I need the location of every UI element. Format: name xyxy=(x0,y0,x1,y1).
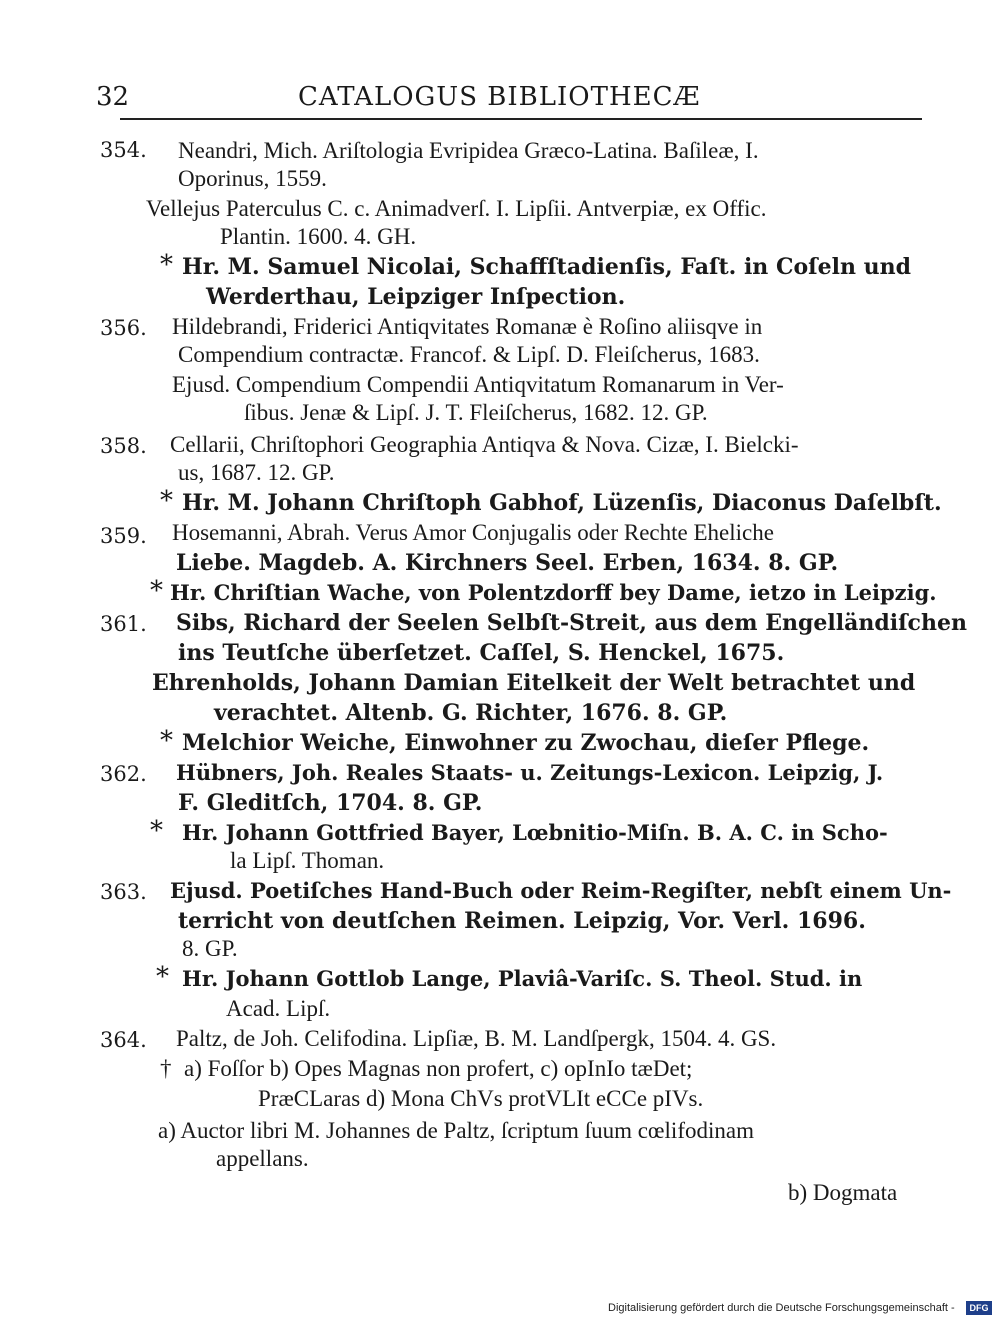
page-number: 32 xyxy=(96,82,130,112)
entry-line: Neandri, Mich. Ariſtologia Evripidea Græco-Latina. Baſileæ, I. xyxy=(178,138,759,163)
entry-line: ſibus. Jenæ & Lipſ. J. T. Fleiſcherus, 1682. 12. GP. xyxy=(244,400,708,425)
entry-line: Sibs, Richard der Seelen Selbſt-Streit, aus dem Engelländiſchen xyxy=(176,610,967,636)
entry-line: Hosemanni, Abrah. Verus Amor Conjugalis oder Rechte Eheliche xyxy=(172,520,774,545)
asterisk: * xyxy=(160,486,173,516)
entry-line: us, 1687. 12. GP. xyxy=(178,460,335,485)
entry-line: a) Auctor libri M. Johannes de Paltz, ſcriptum ſuum cœlifodinam xyxy=(158,1118,754,1143)
entry-line: Hr. Johann Gottfried Bayer, Lœbnitio-Miſn. B. A. C. in Scho- xyxy=(182,820,888,845)
asterisk: * xyxy=(160,726,173,756)
entry-line: Compendium contractæ. Francof. & Lipſ. D. Fleiſcherus, 1683. xyxy=(178,342,760,367)
entry-number: 354. xyxy=(100,138,147,162)
entry-line: Hübners, Joh. Reales Staats- u. Zeitungs-Lexicon. Leipzig, J. xyxy=(176,760,884,785)
entry-line: Hildebrandi, Friderici Antiqvitates Romanæ è Roſino aliisqve in xyxy=(172,314,763,339)
entry-line: Ejusd. Compendium Compendii Antiqvitatum Romanarum in Ver- xyxy=(172,372,784,397)
entry-line: Liebe. Magdeb. A. Kirchners Seel. Erben, 1634. 8. GP. xyxy=(176,550,839,576)
asterisk: * xyxy=(156,962,169,992)
entry-line: PræCLaras d) Mona ChVs protVLIt eCCe pIVs. xyxy=(258,1086,704,1111)
entry-line: Ehrenholds, Johann Damian Eitelkeit der Welt betrachtet und xyxy=(152,670,916,696)
header-rule xyxy=(120,118,922,120)
catchword: b) Dogmata xyxy=(788,1180,898,1205)
entry-line: Hr. M. Samuel Nicolai, Schaffſtadienſis, Faſt. in Coſeln und xyxy=(182,254,911,280)
entry-line: Ejusd. Poetiſches Hand-Buch oder Reim-Regiſter, nebſt einem Un- xyxy=(170,878,952,903)
entry-line: Melchior Weiche, Einwohner zu Zwochau, dieſer Pflege. xyxy=(182,730,870,756)
entry-number: 359. xyxy=(100,524,147,548)
dfg-logo: DFG xyxy=(966,1301,992,1315)
entry-line: Werderthau, Leipziger Inſpection. xyxy=(206,284,626,310)
running-head: CATALOGUS BIBLIOTHECÆ xyxy=(298,82,701,112)
entry-line: 8. GP. xyxy=(182,936,238,961)
entry-line: terricht von deutſchen Reimen. Leipzig, Vor. Verl. 1696. xyxy=(178,908,866,934)
entry-line: F. Gleditſch, 1704. 8. GP. xyxy=(178,790,483,816)
entry-line: Cellarii, Chriſtophori Geographia Antiqva & Nova. Cizæ, I. Bielcki- xyxy=(170,432,799,457)
entry-line: Paltz, de Joh. Celifodina. Lipſiæ, B. M. Landſpergk, 1504. 4. GS. xyxy=(176,1026,777,1051)
entry-line: Hr. M. Johann Chriſtoph Gabhof, Lüzenſis, Diaconus Daſelbſt. xyxy=(182,490,942,516)
entry-line: Hr. Chriſtian Wache, von Polentzdorff bey Dame, ietzo in Leipzig. xyxy=(170,580,937,605)
asterisk: * xyxy=(160,250,173,280)
entry-line: la Lipſ. Thoman. xyxy=(230,848,385,873)
entry-line: Hr. Johann Gottlob Lange, Plaviâ-Variſc. S. Theol. Stud. in xyxy=(182,966,863,991)
dagger-mark: † xyxy=(160,1056,172,1081)
entry-line: verachtet. Altenb. G. Richter, 1676. 8. GP. xyxy=(214,700,728,726)
footer-credit: Digitalisierung gefördert durch die Deutsche Forschungsgemeinschaft - xyxy=(608,1302,955,1314)
entry-number: 358. xyxy=(100,434,147,458)
entry-number: 361. xyxy=(100,612,147,636)
entry-line: Oporinus, 1559. xyxy=(178,166,327,191)
entry-line: appellans. xyxy=(216,1146,309,1171)
entry-line: Acad. Lipſ. xyxy=(226,996,331,1021)
entry-line: ins Teutſche überſetzet. Caſſel, S. Henckel, 1675. xyxy=(178,640,785,666)
entry-line: Plantin. 1600. 4. GH. xyxy=(220,224,417,249)
asterisk: * xyxy=(150,816,163,846)
entry-line: a) Foſſor b) Opes Magnas non profert, c) opInIo tæDet; xyxy=(184,1056,693,1081)
entry-number: 356. xyxy=(100,316,147,340)
entry-number: 363. xyxy=(100,880,147,904)
entry-line: Vellejus Paterculus C. c. Animadverſ. I. Lipſii. Antverpiæ, ex Offic. xyxy=(146,196,767,221)
entry-number: 362. xyxy=(100,762,147,786)
entry-number: 364. xyxy=(100,1028,147,1052)
asterisk: * xyxy=(150,576,163,606)
